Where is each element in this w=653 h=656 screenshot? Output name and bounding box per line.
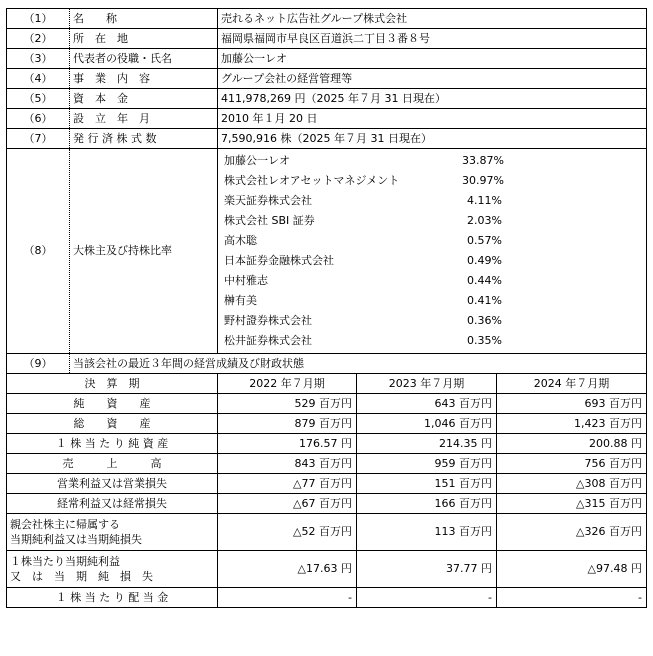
row-value: 2010 年１月 20 日 [218,109,647,129]
financials-title-row [7,354,647,374]
financials-row-label: １ 株 当 た り 純 資 産 [7,434,218,454]
financials-row-label: １ 株 当 た り 配 当 金 [7,588,218,608]
shareholder-item [224,331,640,351]
financials-value: 843 百万円 [218,454,357,474]
info-row [7,29,647,49]
shareholder-name: 株式会社レオアセットマネジメント [224,174,400,187]
financials-value: 200.88 円 [497,434,647,454]
row-value: 7,590,916 株（2025 年７月 31 日現在） [218,129,647,149]
financials-value: 693 百万円 [497,394,647,414]
info-row [7,9,647,29]
shareholder-name: 松井証券株式会社 [224,334,312,347]
shareholder-name: 榊有美 [224,294,257,307]
shareholder-item [224,231,640,251]
shareholder-ratio: 0.35% [467,334,502,347]
fiscal-year-header: 2024 年７月期 [497,374,647,394]
financials-value: 756 百万円 [497,454,647,474]
info-row [7,109,647,129]
row-value: グループ会社の経営管理等 [218,69,647,89]
row-number: （4） [7,69,70,89]
financials-value: 166 百万円 [357,494,497,514]
shareholder-ratio: 33.87% [462,154,504,167]
label-line-1: １株当たり当期純利益 [10,555,120,568]
row-label: 設 立 年 月 [70,109,218,129]
row-number: （7） [7,129,70,149]
financials-value: △315 百万円 [497,494,647,514]
info-row [7,49,647,69]
financials-value: 879 百万円 [218,414,357,434]
row-number: （6） [7,109,70,129]
shareholder-name: 楽天証券株式会社 [224,194,312,207]
financials-value: - [497,588,647,608]
financials-value: △67 百万円 [218,494,357,514]
shareholder-item [224,311,640,331]
financials-row-label [7,551,218,588]
shareholder-name: 加藤公一レオ [224,154,290,167]
row-number: （2） [7,29,70,49]
fiscal-year-header: 2023 年７月期 [357,374,497,394]
financials-value: 643 百万円 [357,394,497,414]
financials-row [7,494,647,514]
financials-value: △52 百万円 [218,514,357,551]
label-line-2: 当期純利益又は当期純損失 [10,533,142,546]
row-number: （5） [7,89,70,109]
row-value: 福岡県福岡市早良区百道浜二丁目３番８号 [218,29,647,49]
row-label: 事 業 内 容 [70,69,218,89]
financials-value: △77 百万円 [218,474,357,494]
financials-title: 当該会社の最近３年間の経営成績及び財政状態 [70,354,647,374]
row-label: 発 行 済 株 式 数 [70,129,218,149]
financials-value: 1,046 百万円 [357,414,497,434]
shareholder-name: 高木聡 [224,234,257,247]
financials-value: 113 百万円 [357,514,497,551]
financials-value: △97.48 円 [497,551,647,588]
shareholder-item [224,211,640,231]
shareholder-item [224,171,640,191]
financials-row [7,394,647,414]
financials-value: 959 百万円 [357,454,497,474]
financials-value: 176.57 円 [218,434,357,454]
financials-value: △17.63 円 [218,551,357,588]
label-line-1: 親会社株主に帰属する [10,518,120,531]
info-row [7,129,647,149]
financials-row-label: 純 資 産 [7,394,218,414]
info-row [7,69,647,89]
financials-row [7,454,647,474]
financials-value: 214.35 円 [357,434,497,454]
financials-row-label: 営業利益又は営業損失 [7,474,218,494]
financials-row-label [7,514,218,551]
financials-value: 151 百万円 [357,474,497,494]
row-label: 名 称 [70,9,218,29]
row-number: （8） [7,149,70,354]
fiscal-period-label: 決 算 期 [7,374,218,394]
financials-row-label: 売 上 高 [7,454,218,474]
shareholder-ratio: 0.49% [467,254,502,267]
financials-row-label: 経常利益又は経常損失 [7,494,218,514]
fiscal-year-header: 2022 年７月期 [218,374,357,394]
row-value: 411,978,269 円（2025 年７月 31 日現在） [218,89,647,109]
shareholders-list [218,149,647,354]
row-value: 加藤公一レオ [218,49,647,69]
shareholders-list-body [221,149,643,353]
financials-value: △326 百万円 [497,514,647,551]
financials-row [7,414,647,434]
financials-row [7,588,647,608]
financials-row-label: 総 資 産 [7,414,218,434]
shareholder-ratio: 0.36% [467,314,502,327]
row-number: （3） [7,49,70,69]
financials-value: 1,423 百万円 [497,414,647,434]
row-label: 資 本 金 [70,89,218,109]
row-number: （1） [7,9,70,29]
shareholder-ratio: 2.03% [467,214,502,227]
financials-value: - [218,588,357,608]
company-overview-table [6,8,647,608]
shareholder-ratio: 0.41% [467,294,502,307]
shareholder-item [224,151,640,171]
financials-row [7,551,647,588]
shareholder-ratio: 0.57% [467,234,502,247]
shareholder-item [224,191,640,211]
financials-row [7,514,647,551]
shareholders-row [7,149,647,354]
shareholder-ratio: 0.44% [467,274,502,287]
shareholder-item [224,271,640,291]
financials-value: 529 百万円 [218,394,357,414]
shareholder-name: 日本証券金融株式会社 [224,254,334,267]
shareholder-item [224,251,640,271]
row-label: 代表者の役職・氏名 [70,49,218,69]
shareholder-name: 野村證券株式会社 [224,314,312,327]
shareholder-name: 株式会社 SBI 証券 [224,214,315,227]
row-value: 売れるネット広告社グループ株式会社 [218,9,647,29]
info-row [7,89,647,109]
row-label: 所 在 地 [70,29,218,49]
financials-row [7,434,647,454]
row-label: 大株主及び持株比率 [70,149,218,354]
shareholder-item [224,291,640,311]
row-number: （9） [7,354,70,374]
label-line-2: 又 は 当 期 純 損 失 [10,570,153,583]
financials-value: - [357,588,497,608]
financials-value: 37.77 円 [357,551,497,588]
financials-header-row [7,374,647,394]
shareholder-ratio: 30.97% [462,174,504,187]
shareholder-ratio: 4.11% [467,194,502,207]
financials-row [7,474,647,494]
financials-value: △308 百万円 [497,474,647,494]
shareholder-name: 中村雅志 [224,274,268,287]
